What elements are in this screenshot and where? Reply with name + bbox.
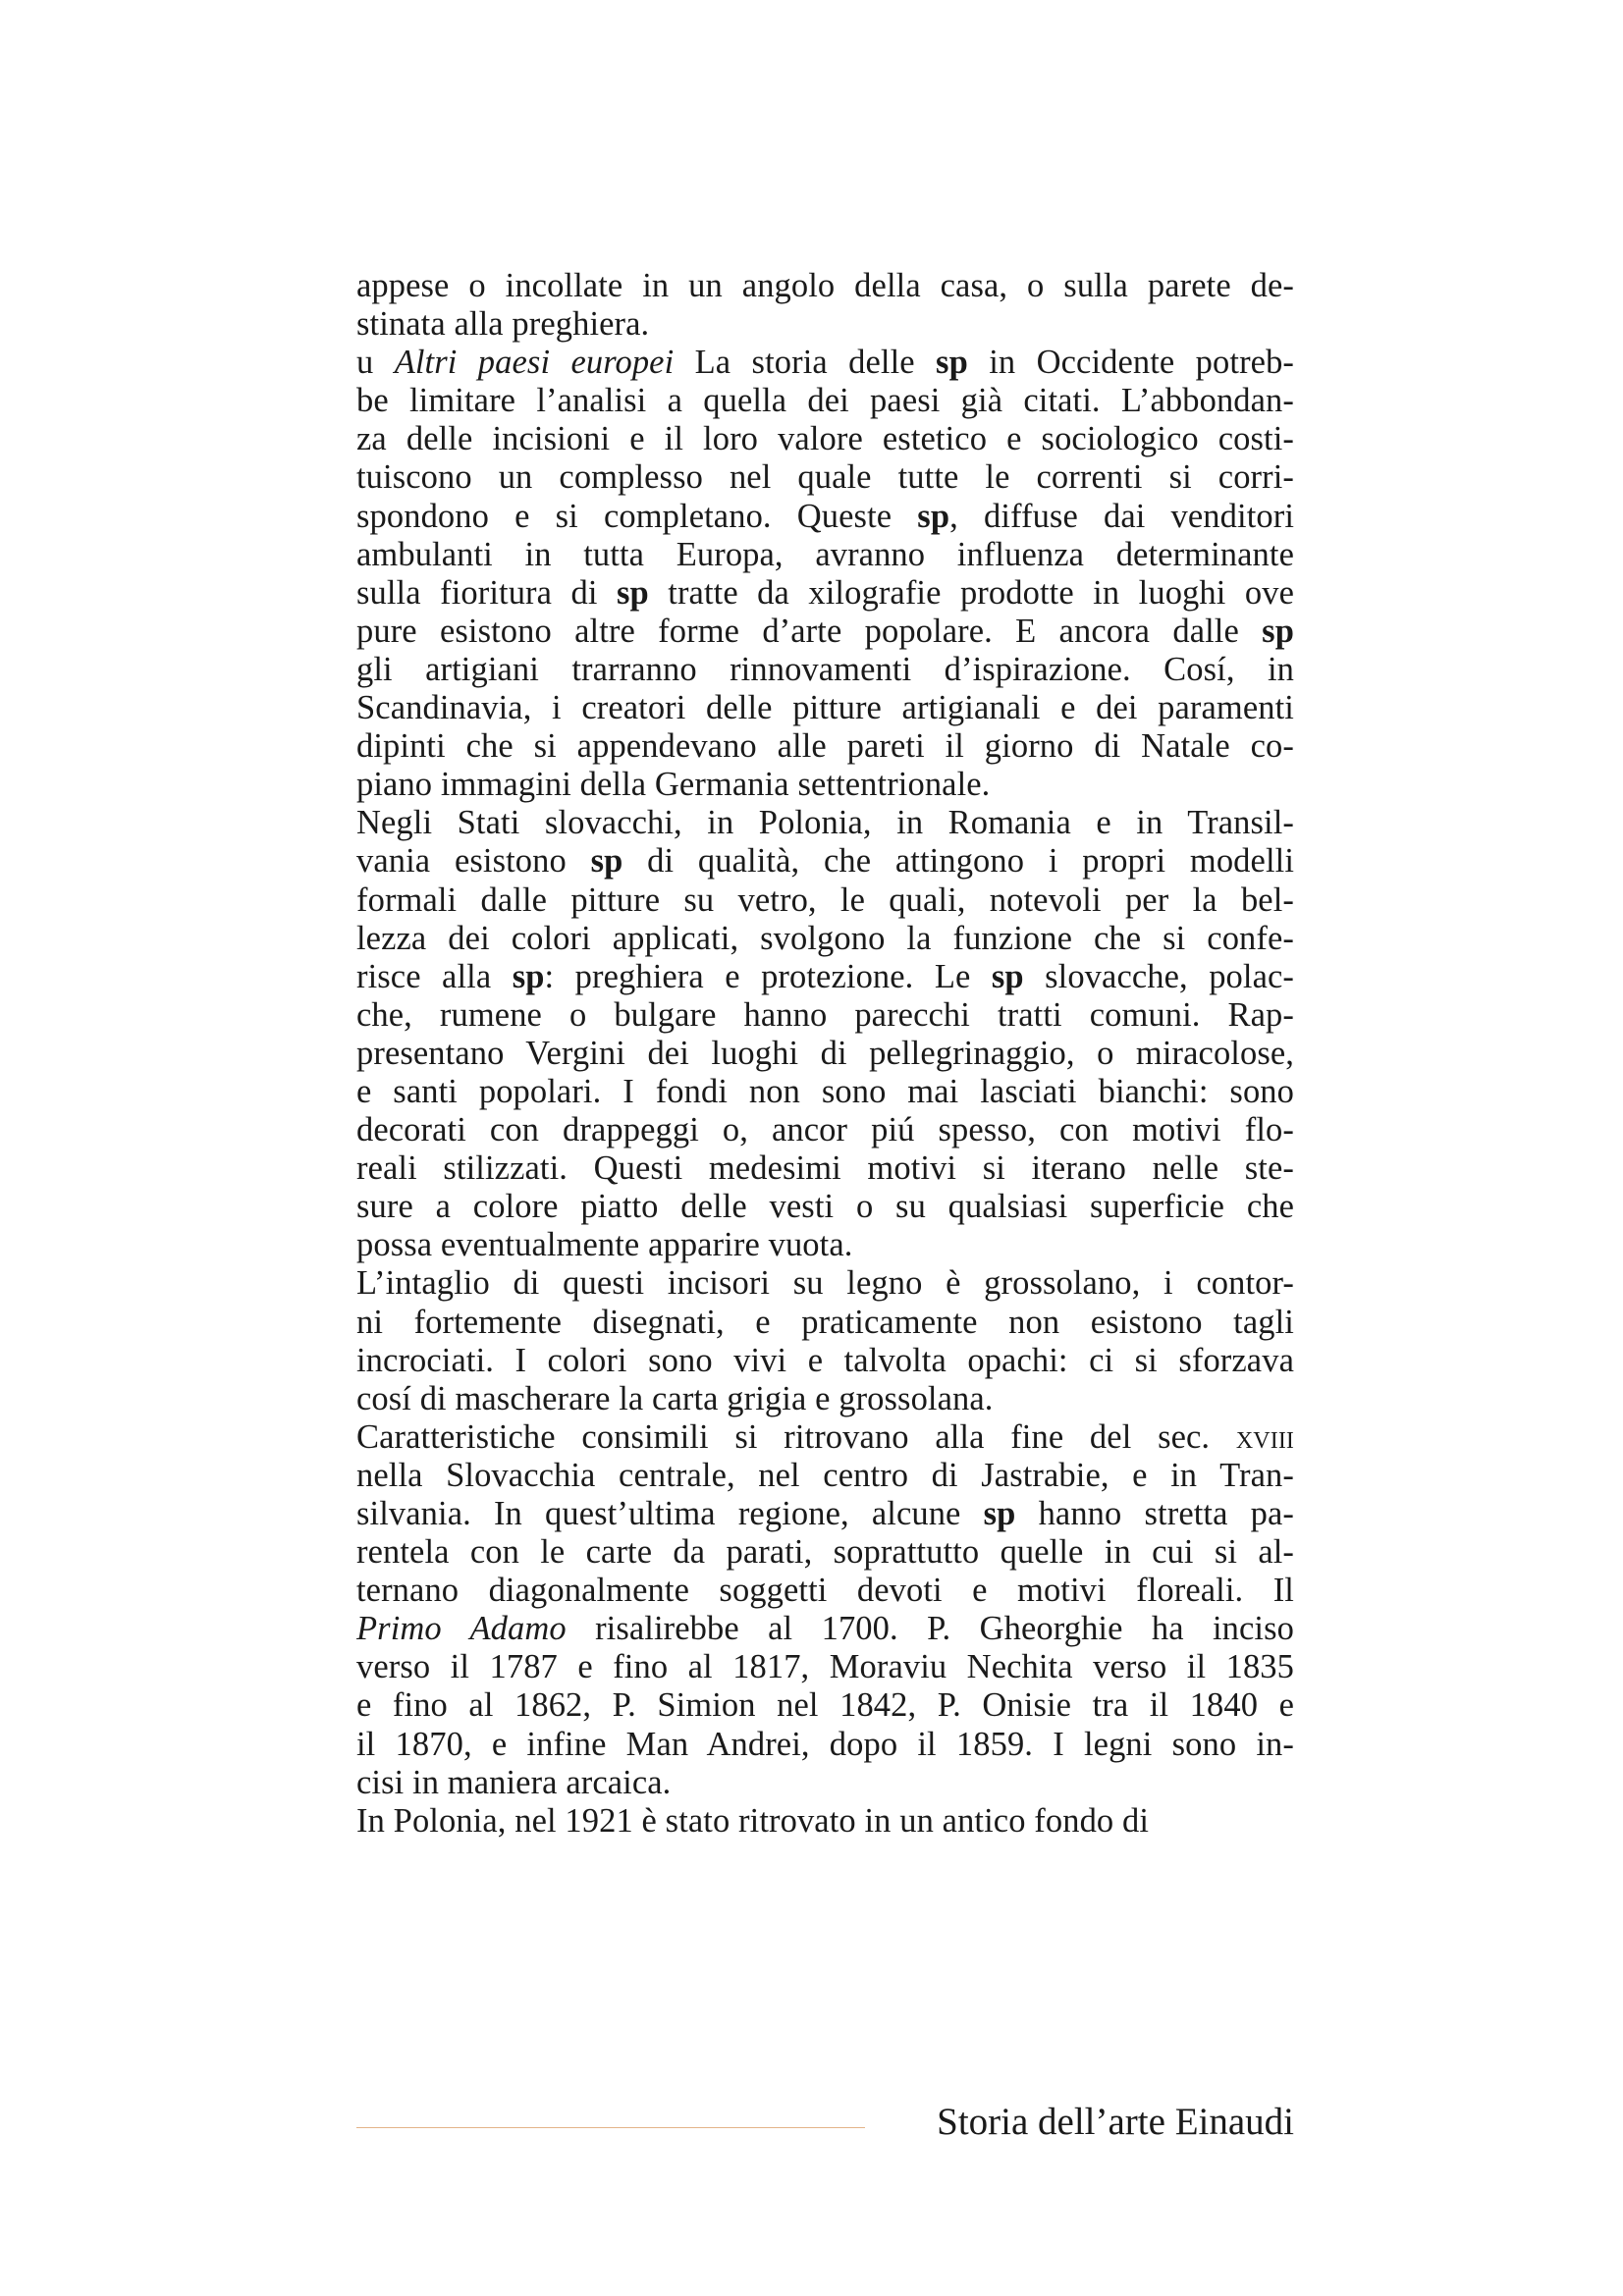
text-line: cisi in maniera arcaica. [356,1763,672,1801]
text-line: Primo Adamo risalirebbe al 1700. P. Gheorghie ha inciso [356,1610,1294,1648]
abbreviation-sp: sp [983,1495,1016,1532]
body-text [356,267,1294,1841]
text-line: possa eventualmente apparire vuota. [356,1226,853,1264]
text-line: pure esistono altre forme d’arte popolare. E ancora dalle sp [356,612,1294,650]
text-line: za delle incisioni e il loro valore estetico e sociologico costi- [356,420,1294,458]
text-line: ternano diagonalmente soggetti devoti e motivi floreali. Il [356,1572,1294,1610]
text-line: ambulanti in tutta Europa, avranno influenza determinante [356,535,1294,573]
abbreviation-sp: sp [616,573,649,612]
abbreviation-sp: sp [936,344,968,382]
text-line: dipinti che si appendevano alle pareti il giorno di Natale co- [356,727,1294,766]
text-line: piano immagini della Germania settentrionale. [356,766,991,804]
text-line: che, rumene o bulgare hanno parecchi tratti comuni. Rap- [356,995,1294,1034]
text-line: e fino al 1862, P. Simion nel 1842, P. Onisie tra il 1840 e [356,1686,1294,1725]
text-line: formali dalle pitture su vetro, le quali, notevoli per la bel- [356,881,1294,919]
text-line: verso il 1787 e fino al 1817, Moraviu Nechita verso il 1835 [356,1648,1294,1686]
footer-rule [356,2127,865,2128]
text-line: u Altri paesi europei La storia delle sp in Occidente potreb- [356,344,1294,382]
text-line: e santi popolari. I fondi non sono mai lasciati bianchi: sono [356,1072,1294,1110]
text-line: tuiscono un complesso nel quale tutte le correnti si corri- [356,458,1294,497]
text-line: decorati con drappeggi o, ancor piú spesso, con motivi flo- [356,1111,1294,1149]
abbreviation-sp: sp [512,957,545,995]
text-line: be limitare l’analisi a quella dei paesi già citati. L’abbondan- [356,382,1294,420]
text-line: appese o incollate in un angolo della casa, o sulla parete de- [356,267,1294,304]
footer-publisher: Storia dell’arte Einaudi [937,2101,1294,2143]
text-line: Caratteristiche consimili si ritrovano alla fine del sec. xviii [356,1417,1294,1456]
text-line: rentela con le carte da parati, soprattutto quelle in cui si al- [356,1533,1294,1572]
text-line: gli artigiani trarranno rinnovamenti d’ispirazione. Cosí, in [356,650,1294,688]
text-line: il 1870, e infine Man Andrei, dopo il 1859. I legni sono in- [356,1725,1294,1763]
text-line: In Polonia, nel 1921 è stato ritrovato in un antico fondo di [356,1801,1150,1840]
text-line: nella Slovacchia centrale, nel centro di Jastrabie, e in Tran- [356,1456,1294,1494]
text-line: sulla fioritura di sp tratte da xilografie prodotte in luoghi ove [356,573,1294,612]
abbreviation-sp: sp [917,497,950,535]
text-line: stinata alla preghiera. [356,305,650,344]
italic-term: Altri paesi europei [394,344,675,382]
abbreviation-sp: sp [991,957,1024,995]
text-line: cosí di mascherare la carta grigia e grossolana. [356,1379,994,1417]
text-line: risce alla sp: preghiera e protezione. Le sp slovacche, polac- [356,957,1294,995]
text-line: sure a colore piatto delle vesti o su qualsiasi superficie che [356,1188,1294,1226]
abbreviation-sp: sp [1262,612,1294,650]
italic-term: Primo Adamo [356,1610,567,1648]
text-line: Scandinavia, i creatori delle pitture artigianali e dei paramenti [356,689,1294,727]
text-line: silvania. In quest’ultima regione, alcune sp hanno stretta pa- [356,1495,1294,1532]
century-numeral: xviii [1235,1417,1294,1456]
text-line: lezza dei colori applicati, svolgono la funzione che si confe- [356,919,1294,957]
text-line: vania esistono sp di qualità, che attingono i propri modelli [356,842,1294,881]
text-line: Negli Stati slovacchi, in Polonia, in Romania e in Transil- [356,804,1294,842]
text-line: incrociati. I colori sono vivi e talvolta opachi: ci si sforzava [356,1341,1294,1379]
text-line: spondono e si completano. Queste sp, diffuse dai venditori [356,497,1294,535]
text-line: reali stilizzati. Questi medesimi motivi si iterano nelle ste- [356,1149,1294,1188]
text-line: L’intaglio di questi incisori su legno è grossolano, i contor- [356,1264,1294,1303]
text-line: presentano Vergini dei luoghi di pellegrinaggio, o miracolose, [356,1034,1294,1072]
text-line: ni fortemente disegnati, e praticamente non esistono tagli [356,1303,1294,1341]
abbreviation-sp: sp [590,842,623,881]
